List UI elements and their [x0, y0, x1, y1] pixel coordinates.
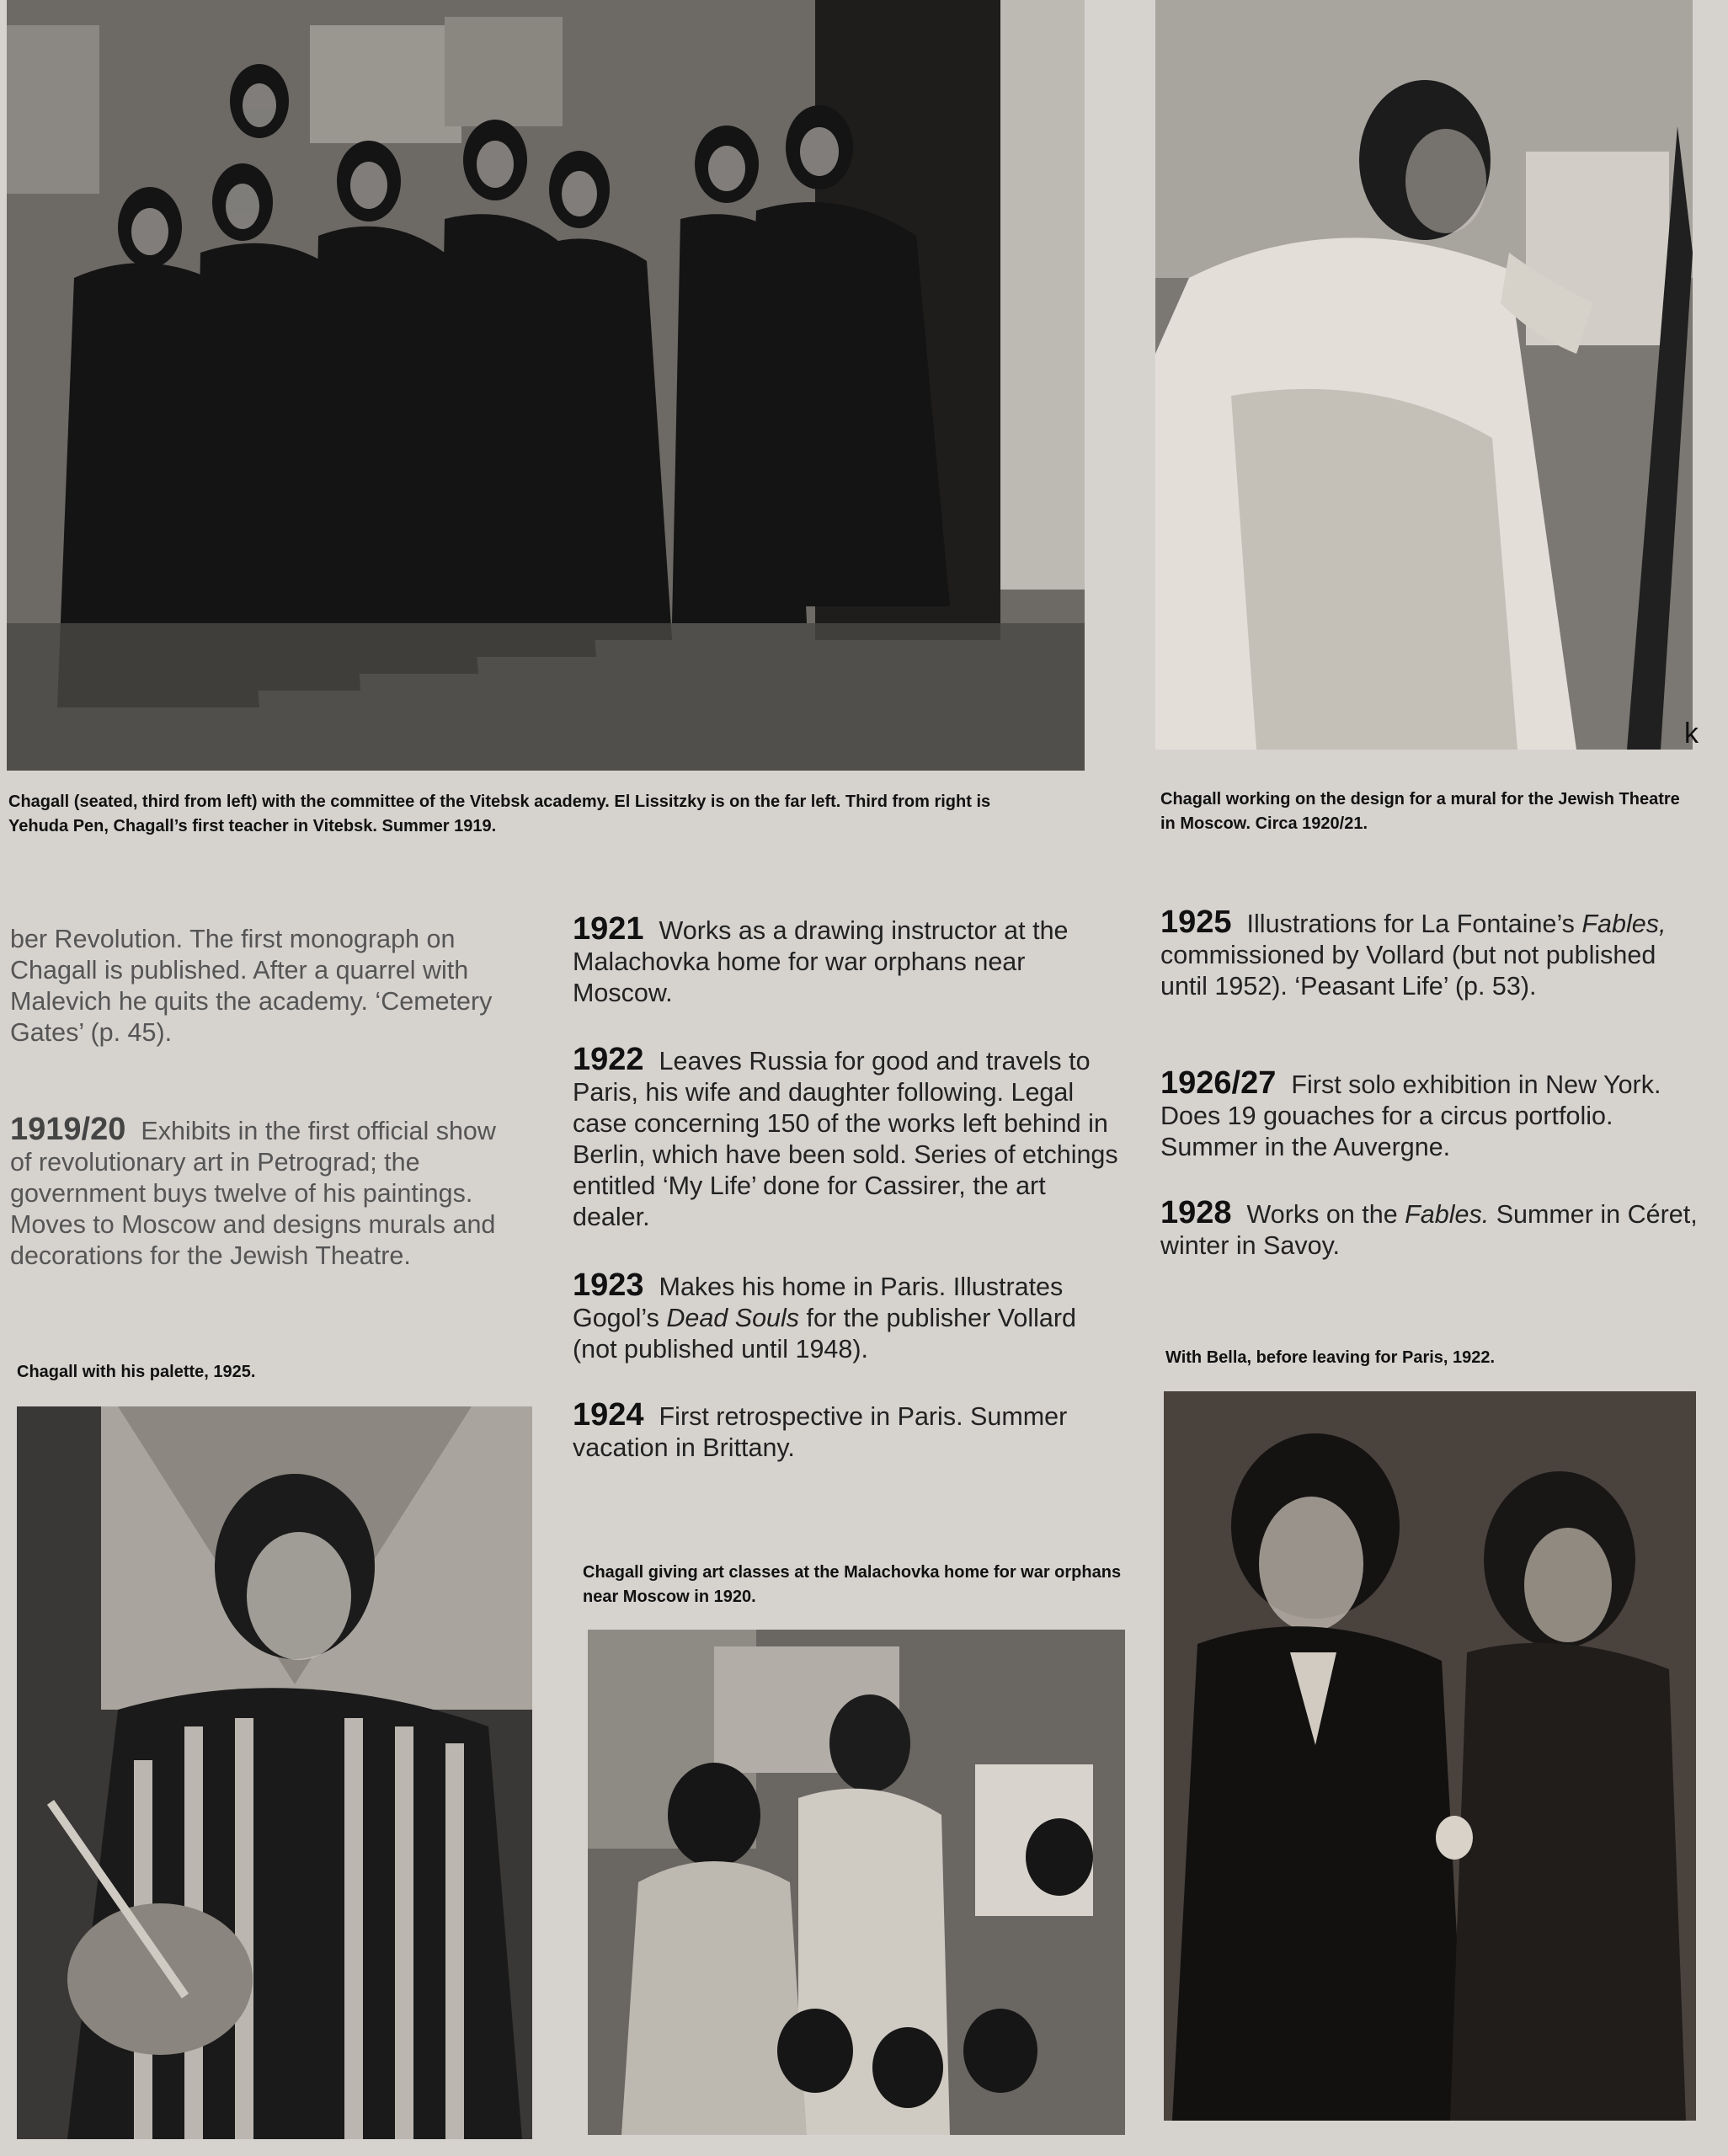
entry-text-after: Summer in Céret, winter in Savoy. [1160, 1200, 1698, 1260]
palette-photo [17, 1406, 532, 2139]
entry-text-italic: Fables, [1581, 910, 1667, 938]
committee-photo-caption: Chagall (seated, third from left) with the committee of the Vitebsk academy. El Lissitzky is on the far left. Third from right is Yehuda Pen, Chagall’s first teacher in Vitebsk. Summer 1919. [8, 792, 991, 835]
entry-text: First solo exhibition in New York. Does 19 gouaches for a circus portfolio. Summer in the Auvergne. [1160, 1070, 1661, 1161]
entry-year: 1923 [573, 1267, 644, 1303]
palette-photo-caption: Chagall with his palette, 1925. [17, 1363, 256, 1381]
timeline-entry-1922 [573, 1044, 1120, 1233]
entry-year: 1928 [1160, 1195, 1232, 1230]
timeline-continued [10, 924, 515, 1049]
mural-photo [1155, 0, 1693, 750]
entry-year: 1924 [573, 1397, 644, 1433]
entry-text-after: for the publisher Vollard (not published until 1948). [573, 1304, 1076, 1364]
entry-text-before: Works on the [1246, 1200, 1398, 1229]
entry-text-italic: Dead Souls [666, 1304, 800, 1332]
entry-year: 1919/20 [10, 1112, 126, 1147]
entry-text: First retrospective in Paris. Summer vacation in Brittany. [573, 1402, 1068, 1462]
entry-year: 1921 [573, 911, 644, 947]
timeline-entry-1925 [1160, 907, 1699, 1002]
classes-photo [588, 1630, 1125, 2135]
timeline-entry-1928 [1160, 1195, 1699, 1262]
entry-year: 1922 [573, 1042, 644, 1077]
timeline-entry-1921 [573, 911, 1112, 1009]
committee-photo [7, 0, 1085, 771]
entry-year: 1925 [1160, 905, 1232, 940]
mural-photo-caption: Chagall working on the design for a mural for the Jewish Theatre in Moscow. Circa 1920/21. [1160, 790, 1680, 833]
timeline-entry-1926-27 [1160, 1065, 1699, 1163]
timeline-entry-1919-20 [10, 1114, 524, 1272]
timeline-entry-1924 [573, 1397, 1112, 1464]
bella-photo [1164, 1391, 1696, 2121]
timeline-entry-1923 [573, 1267, 1112, 1365]
entry-text: Leaves Russia for good and travels to Paris, his wife and daughter following. Legal case concerning 150 of the works left behind in Berlin, which have been sold. Series of etchings entitled ‘My Life’ done for Cassirer, the art dealer. [573, 1047, 1118, 1231]
entry-text: Works as a drawing instructor at the Malachovka home for war orphans near Moscow. [573, 916, 1069, 1007]
entry-text: Exhibits in the first official show of revolutionary art in Petrograd; the government buys twelve of his paintings. Moves to Moscow and designs murals and decorations for the Jewish Theatre. [10, 1117, 496, 1270]
entry-text-before: Illustrations for La Fontaine’s [1246, 910, 1575, 938]
bella-photo-caption: With Bella, before leaving for Paris, 1922. [1165, 1348, 1496, 1367]
classes-photo-caption: Chagall giving art classes at the Malachovka home for war orphans near Moscow in 1920. [583, 1563, 1122, 1606]
entry-text-after: commissioned by Vollard (but not published until 1952). ‘Peasant Life’ (p. 53). [1160, 941, 1656, 1001]
entry-text-before: Makes his home in Paris. Illustrates Gogol’s [573, 1273, 1064, 1332]
continued-text: ber Revolution. The first monograph on Chagall is published. After a quarrel with Malevich he quits the academy. ‘Cemetery Gates’ (p. 45). [10, 925, 493, 1047]
photo-mark: k [1684, 718, 1699, 750]
entry-year: 1926/27 [1160, 1065, 1277, 1101]
entry-text-italic: Fables. [1405, 1200, 1490, 1229]
